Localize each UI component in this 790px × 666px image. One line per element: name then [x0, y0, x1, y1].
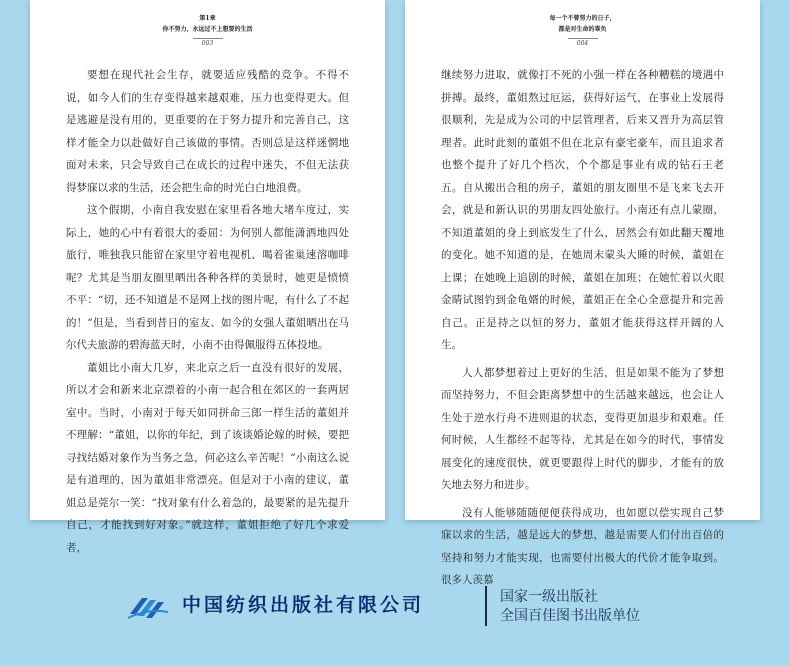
publisher-tag-award: 全国百佳图书出版单位: [500, 608, 640, 624]
paragraph: 没有人能够随随便便获得成功，也如愿以偿实现自己梦寐以求的生活，越是远大的梦想，越是需要人们付出百倍的坚持和努力才能实现，也需要付出极大的代价才能争取到。很多人羡慕: [441, 506, 724, 586]
header-line-2: 都是对生命的辜负: [558, 26, 607, 33]
publisher-logo-icon: [128, 592, 168, 620]
paragraph: 这个假期，小南自我安慰在家里看各地大堵车度过，实际上，她的心中有着很大的委屈：为何别人都能潇洒地四处旅行，唯独我只能留在家里守着电视机、喝着雀巢速溶咖啡呢？尤其是当朋友圈里晒出各种各样的美景时，她更是愤愤不平：“切，还不知道是不是网上找的图片呢，有什么了不起的！”但是，当看到昔日的室友、如今的女强人董姐晒出在马尔代夫旅游的碧海蓝天时，小南不由得佩服得五体投地。: [66, 204, 349, 351]
paragraph: 继续努力进取，就像打不死的小强一样在各种糟糕的境遇中拼搏。最终，董姐熬过厄运，获得好运气，在事业上发展得很顺利，先是成为公司的中层管理者，后来又晋升为高层管理者。此时此刻的董姐不但在北京有豪宅豪车，而且追求者也整个提升了好几个档次，个个都是事业有成的钻石王老五。自从搬出合租的房子，董姐的朋友圈里不是飞来飞去开会，就是和新认识的男朋友四处旅行。小南还有点儿蒙圈，不知道董姐的身上到底发生了什么，居然会有如此翻天覆地的变化。她不知道的是，在她周末蒙头大睡的时候，董姐在上课；在她晚上追剧的时候，董姐在加班；在她忙着以火眼金睛试图钓到金龟婿的时候，董姐正在全心全意提升和完善自己。正是持之以恒的努力，董姐才能获得这样开阔的人生。: [441, 69, 724, 351]
running-header: [405, 0, 760, 35]
running-header: [30, 0, 385, 35]
paragraph: 要想在现代社会生存，就要适应残酷的竞争。不得不说，如今人们的生存变得越来越艰难，压力也变得更大。但是逃避是没有用的，更重要的在于努力提升和完善自己，这样才能全力以赴做好自己该做的事情。否则总是这样迷惘地面对未来，只会导致自己在成长的过程中迷失，不但无法获得梦寐以求的生活，还会把生命的时光白白地浪费。: [66, 69, 349, 194]
publisher-footer: [0, 572, 790, 632]
header-line-1: 每一个不曾努力的日子，: [549, 15, 616, 22]
footer-divider: [485, 586, 487, 626]
page-number: 004: [576, 40, 589, 47]
book-page-right: [405, 0, 760, 586]
chapter-subtitle: 你不努力，永远过不上想要的生活: [162, 26, 253, 33]
publisher-name: 中国纺织出版社有限公司: [182, 594, 425, 616]
page-number: 003: [201, 40, 214, 47]
page-body: [66, 64, 349, 559]
paragraph: 董姐比小南大几岁，来北京之后一直没有很好的发展，所以才会和新来北京漂着的小南一起合租在郊区的一套两居室中。当时，小南对于每天如同拼命三郎一样生活的董姐并不理解：“董姐，以你的年纪，到了该谈婚论嫁的时候，要把寻找结婚对象作为当务之急，何必这么辛苦呢！”小南这么说是有道理的，因为董姐非常漂亮。但是对于小南的建议，董姐总是莞尔一笑：“找对象有什么着急的，最要紧的是先提升自己，才能找到好对象。”就这样，董姐拒绝了好几个求爱者，: [66, 361, 349, 554]
book-page-left: [30, 0, 385, 554]
paragraph: 人人都梦想着过上更好的生活，但是如果不能为了梦想而坚持努力，不但会距离梦想中的生活越来越远，也会让人生处于逆水行舟不进则退的状态，变得更加退步和艰难。任何时候，人生都经不起等待，尤其是在如今的时代，事情发展变化的速度很快，就更要跟得上时代的脚步，才能有的放矢地去努力和进步。: [441, 366, 724, 491]
publisher-tag-national: 国家一级出版社: [500, 589, 598, 605]
chapter-label: 第1章: [199, 15, 216, 22]
page-body: [441, 64, 724, 592]
header-rule: [568, 38, 598, 39]
header-rule: [193, 38, 223, 39]
